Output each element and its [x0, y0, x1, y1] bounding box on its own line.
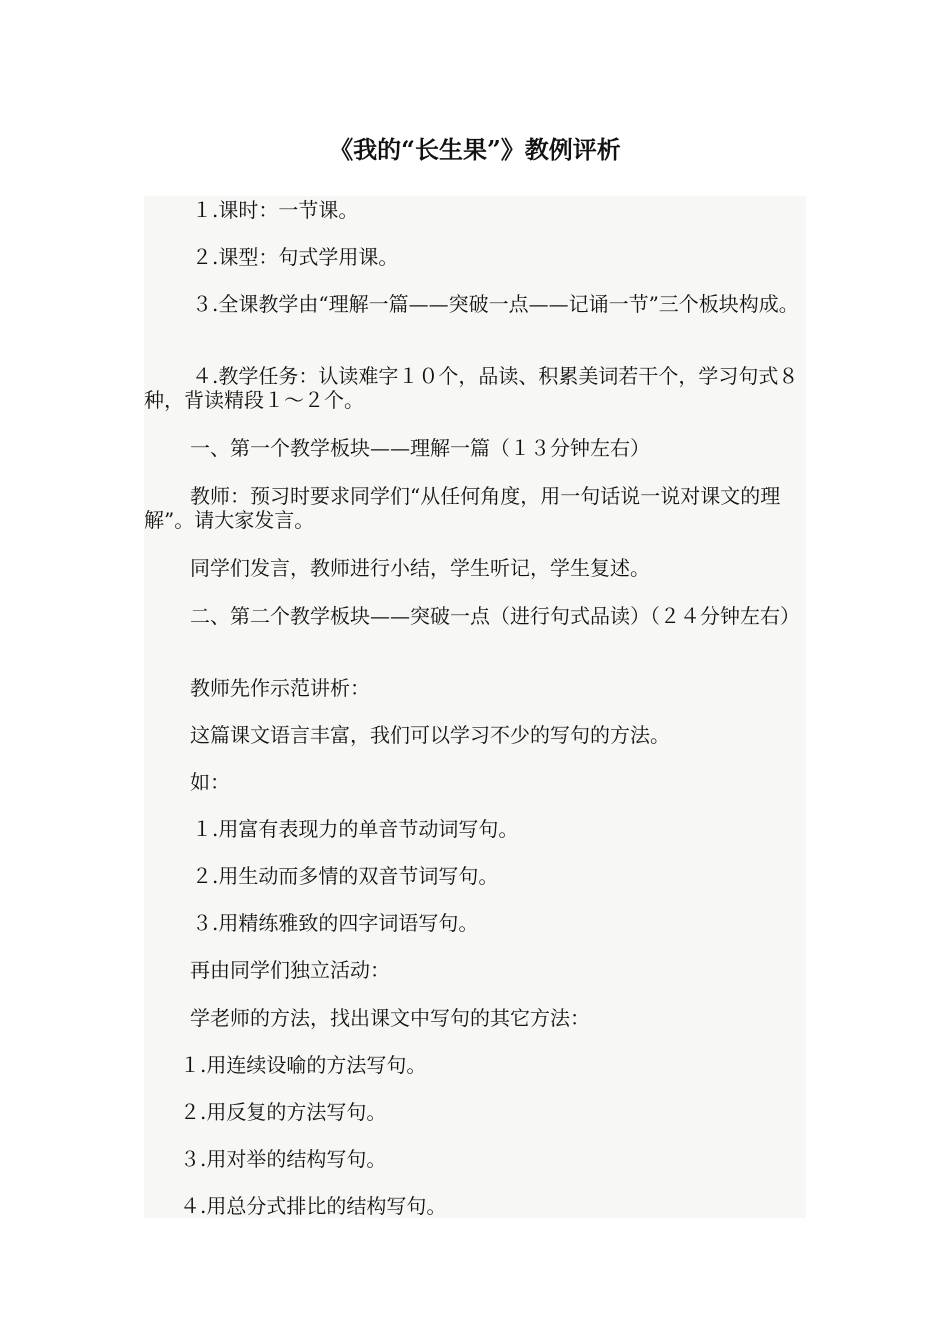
paragraph: 一、第一个教学板块——理解一篇（１３分钟左右） [190, 436, 650, 460]
paragraph: ２.用生动而多情的双音节词写句。 [192, 864, 499, 888]
document-body [144, 196, 806, 1218]
paragraph: ３.用精练雅致的四字词语写句。 [192, 911, 479, 935]
document-title: 《我的“长生果”》教例评析 [329, 135, 621, 164]
paragraph: 二、第二个教学板块——突破一点（进行句式品读）（２４分钟左右） [190, 604, 800, 628]
paragraph: １.用连续设喻的方法写句。 [180, 1053, 427, 1077]
paragraph: 教师：预习时要求同学们“从任何角度，用一句话说一说对课文的理解”。请大家发言。 [144, 484, 781, 532]
paragraph: 教师先作示范讲析： [190, 676, 370, 700]
paragraph: ４.用总分式排比的结构写句。 [180, 1194, 447, 1218]
paragraph: 同学们发言，教师进行小结，学生听记，学生复述。 [190, 556, 650, 580]
paragraph: ４.教学任务：认读难字１０个，品读、积累美词若干个，学习句式８种，背读精段１～２个。 [144, 364, 799, 412]
paragraph: ３.用对举的结构写句。 [180, 1147, 387, 1171]
paragraph: ２.课型：句式学用课。 [192, 245, 399, 269]
paragraph: 再由同学们独立活动： [190, 958, 390, 982]
paragraph: ３.全课教学由“理解一篇——突破一点——记诵一节”三个板块构成。 [192, 292, 799, 316]
paragraph: 这篇课文语言丰富，我们可以学习不少的写句的方法。 [190, 723, 670, 747]
paragraph: 如： [190, 770, 230, 794]
paragraph: ２.用反复的方法写句。 [180, 1100, 387, 1124]
paragraph: １.课时：一节课。 [192, 198, 359, 222]
paragraph: 学老师的方法，找出课文中写句的其它方法： [190, 1006, 590, 1030]
paragraph: １.用富有表现力的单音节动词写句。 [192, 817, 519, 841]
